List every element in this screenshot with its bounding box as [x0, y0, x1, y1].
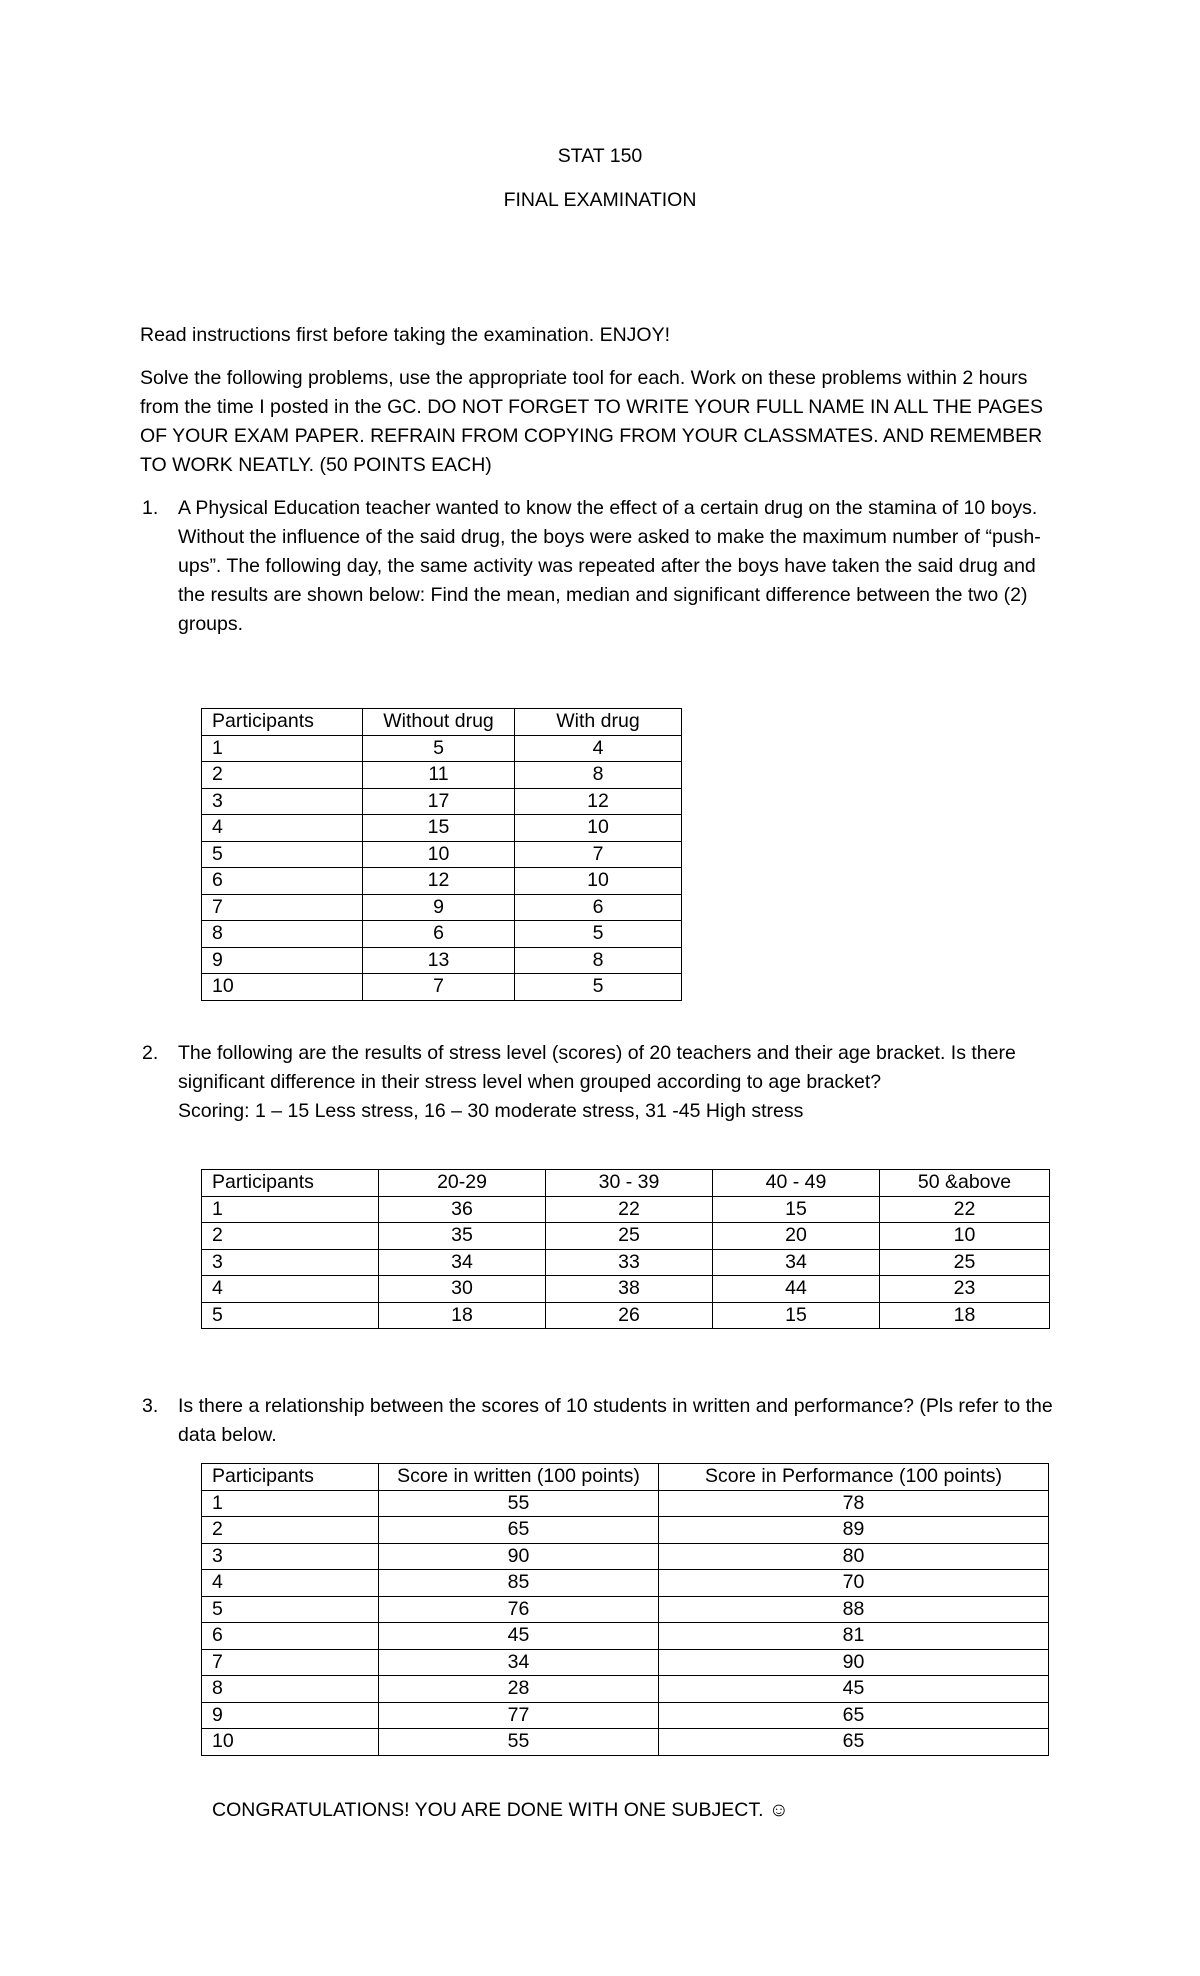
table-header-row	[202, 709, 682, 736]
table-row	[202, 1570, 1049, 1597]
table-cell: 77	[379, 1702, 659, 1729]
table-cell: 18	[379, 1302, 546, 1329]
table-cell: 4	[515, 735, 682, 762]
table-cell: 5	[515, 974, 682, 1001]
table-row	[202, 1517, 1049, 1544]
instruction-read: Read instructions first before taking the examination. ENJOY!	[140, 324, 671, 346]
table-row	[202, 1702, 1049, 1729]
table-cell: 5	[202, 1302, 379, 1329]
table-row	[202, 1649, 1049, 1676]
table-cell: 22	[546, 1196, 713, 1223]
exam-title: FINAL EXAMINATION	[503, 189, 697, 211]
table-cell: 38	[546, 1276, 713, 1303]
table-cell: 85	[379, 1570, 659, 1597]
table-cell: 78	[659, 1490, 1049, 1517]
table-row	[202, 947, 682, 974]
table-cell: 90	[659, 1649, 1049, 1676]
table-cell: 12	[515, 788, 682, 815]
table-cell: 5	[363, 735, 515, 762]
table-cell: 65	[659, 1729, 1049, 1756]
table-cell: 2	[202, 762, 363, 789]
table-cell: 6	[515, 894, 682, 921]
table-cell: 15	[713, 1302, 880, 1329]
table-cell: 65	[379, 1517, 659, 1544]
table-cell: 8	[515, 762, 682, 789]
table-cell: 30	[379, 1276, 546, 1303]
table-row	[202, 841, 682, 868]
table-cell: 6	[202, 868, 363, 895]
problem-1-text: A Physical Education teacher wanted to know the effect of a certain drug on the stamina of 10 boys. Without the influence of the said drug, the boys were asked to make the maximum number of “push-ups”. The following day, the same activity was repeated after the boys have taken the said drug and the results are shown below: Find the mean, median and significant difference between the two (2) groups.	[178, 497, 1041, 635]
table-cell: 5	[515, 921, 682, 948]
table-cell: 26	[546, 1302, 713, 1329]
table-cell: 13	[363, 947, 515, 974]
column-header: With drug	[515, 709, 682, 736]
table-cell: 89	[659, 1517, 1049, 1544]
table-cell: 4	[202, 1276, 379, 1303]
table-row	[202, 815, 682, 842]
table-cell: 4	[202, 1570, 379, 1597]
column-header: Participants	[202, 709, 363, 736]
table-cell: 17	[363, 788, 515, 815]
table-row	[202, 1490, 1049, 1517]
table-row	[202, 1196, 1050, 1223]
table-cell: 20	[713, 1223, 880, 1250]
table-row	[202, 974, 682, 1001]
table-cell: 9	[363, 894, 515, 921]
table-cell: 55	[379, 1729, 659, 1756]
table-cell: 15	[713, 1196, 880, 1223]
table-row	[202, 1596, 1049, 1623]
column-header: 20-29	[379, 1170, 546, 1197]
table-cell: 3	[202, 1543, 379, 1570]
table-cell: 70	[659, 1570, 1049, 1597]
table-cell: 81	[659, 1623, 1049, 1650]
table-cell: 2	[202, 1517, 379, 1544]
column-header: 50 &above	[880, 1170, 1050, 1197]
table-cell: 35	[379, 1223, 546, 1250]
problem-2-scoring: Scoring: 1 – 15 Less stress, 16 – 30 moderate stress, 31 -45 High stress	[178, 1100, 804, 1122]
table-cell: 80	[659, 1543, 1049, 1570]
table-cell: 76	[379, 1596, 659, 1623]
table-row	[202, 921, 682, 948]
course-title: STAT 150	[557, 145, 643, 167]
table-cell: 9	[202, 947, 363, 974]
table-cell: 7	[202, 894, 363, 921]
table-cell: 5	[202, 841, 363, 868]
table-cell: 10	[515, 815, 682, 842]
table-header-row	[202, 1170, 1050, 1197]
table-cell: 4	[202, 815, 363, 842]
instruction-solve: Solve the following problems, use the appropriate tool for each. Work on these problems within 2 hours from the time I posted in the GC. DO NOT FORGET TO WRITE YOUR FULL NAME IN ALL THE PAGES OF YOUR EXAM PAPER. REFRAIN FROM COPYING FROM YOUR CLASSMATES. AND REMEMBER TO WORK NEATLY. (50 POINTS EACH)	[140, 367, 1044, 476]
table-cell: 6	[363, 921, 515, 948]
table-cell: 55	[379, 1490, 659, 1517]
table-row	[202, 1676, 1049, 1703]
closing-message: CONGRATULATIONS! YOU ARE DONE WITH ONE SUBJECT. ☺	[212, 1799, 789, 1821]
column-header: Participants	[202, 1464, 379, 1491]
table-row	[202, 1302, 1050, 1329]
table-row	[202, 1623, 1049, 1650]
problem-3	[142, 1392, 1068, 1450]
table-cell: 9	[202, 1702, 379, 1729]
table-cell: 10	[202, 1729, 379, 1756]
table-cell: 2	[202, 1223, 379, 1250]
column-header: 30 - 39	[546, 1170, 713, 1197]
table-cell: 88	[659, 1596, 1049, 1623]
table-cell: 44	[713, 1276, 880, 1303]
table-cell: 8	[202, 1676, 379, 1703]
table-cell: 7	[363, 974, 515, 1001]
table-cell: 8	[202, 921, 363, 948]
problem-3-number: 3.	[142, 1395, 159, 1417]
table-cell: 25	[880, 1249, 1050, 1276]
table-cell: 28	[379, 1676, 659, 1703]
table-cell: 10	[363, 841, 515, 868]
table-cell: 23	[880, 1276, 1050, 1303]
table-cell: 65	[659, 1702, 1049, 1729]
table-cell: 33	[546, 1249, 713, 1276]
column-header: Participants	[202, 1170, 379, 1197]
table-drug-stamina	[201, 708, 682, 1001]
table-cell: 6	[202, 1623, 379, 1650]
table-cell: 7	[202, 1649, 379, 1676]
table-row	[202, 1729, 1049, 1756]
table-cell: 3	[202, 788, 363, 815]
table-header-row	[202, 1464, 1049, 1491]
table-cell: 7	[515, 841, 682, 868]
table-cell: 18	[880, 1302, 1050, 1329]
column-header: Without drug	[363, 709, 515, 736]
table-row	[202, 1543, 1049, 1570]
problem-3-text: Is there a relationship between the scores of 10 students in written and performance? (Pls refer to the data below.	[178, 1395, 1053, 1446]
problem-1-number: 1.	[142, 497, 159, 519]
column-header: Score in Performance (100 points)	[659, 1464, 1049, 1491]
table-written-performance	[201, 1463, 1049, 1756]
table-cell: 36	[379, 1196, 546, 1223]
table-cell: 34	[713, 1249, 880, 1276]
table-cell: 11	[363, 762, 515, 789]
table-cell: 34	[379, 1249, 546, 1276]
table-row	[202, 788, 682, 815]
table-row	[202, 1276, 1050, 1303]
table-row	[202, 1223, 1050, 1250]
table-cell: 25	[546, 1223, 713, 1250]
table-cell: 1	[202, 1490, 379, 1517]
table-stress-level	[201, 1169, 1050, 1329]
table-cell: 10	[202, 974, 363, 1001]
table-cell: 8	[515, 947, 682, 974]
problem-2-number: 2.	[142, 1042, 159, 1064]
table-row	[202, 868, 682, 895]
table-cell: 45	[379, 1623, 659, 1650]
column-header: 40 - 49	[713, 1170, 880, 1197]
table-cell: 1	[202, 735, 363, 762]
problem-2-text: The following are the results of stress level (scores) of 20 teachers and their age bracket. Is there significant difference in their stress level when grouped according to age bracket?	[178, 1042, 1016, 1093]
table-cell: 90	[379, 1543, 659, 1570]
problem-2	[142, 1039, 1068, 1126]
table-cell: 10	[515, 868, 682, 895]
table-cell: 12	[363, 868, 515, 895]
table-cell: 34	[379, 1649, 659, 1676]
table-cell: 45	[659, 1676, 1049, 1703]
table-cell: 22	[880, 1196, 1050, 1223]
table-cell: 10	[880, 1223, 1050, 1250]
table-row	[202, 894, 682, 921]
table-cell: 1	[202, 1196, 379, 1223]
column-header: Score in written (100 points)	[379, 1464, 659, 1491]
table-cell: 5	[202, 1596, 379, 1623]
table-cell: 15	[363, 815, 515, 842]
problem-1	[142, 494, 1068, 639]
table-row	[202, 735, 682, 762]
table-row	[202, 762, 682, 789]
table-cell: 3	[202, 1249, 379, 1276]
table-row	[202, 1249, 1050, 1276]
